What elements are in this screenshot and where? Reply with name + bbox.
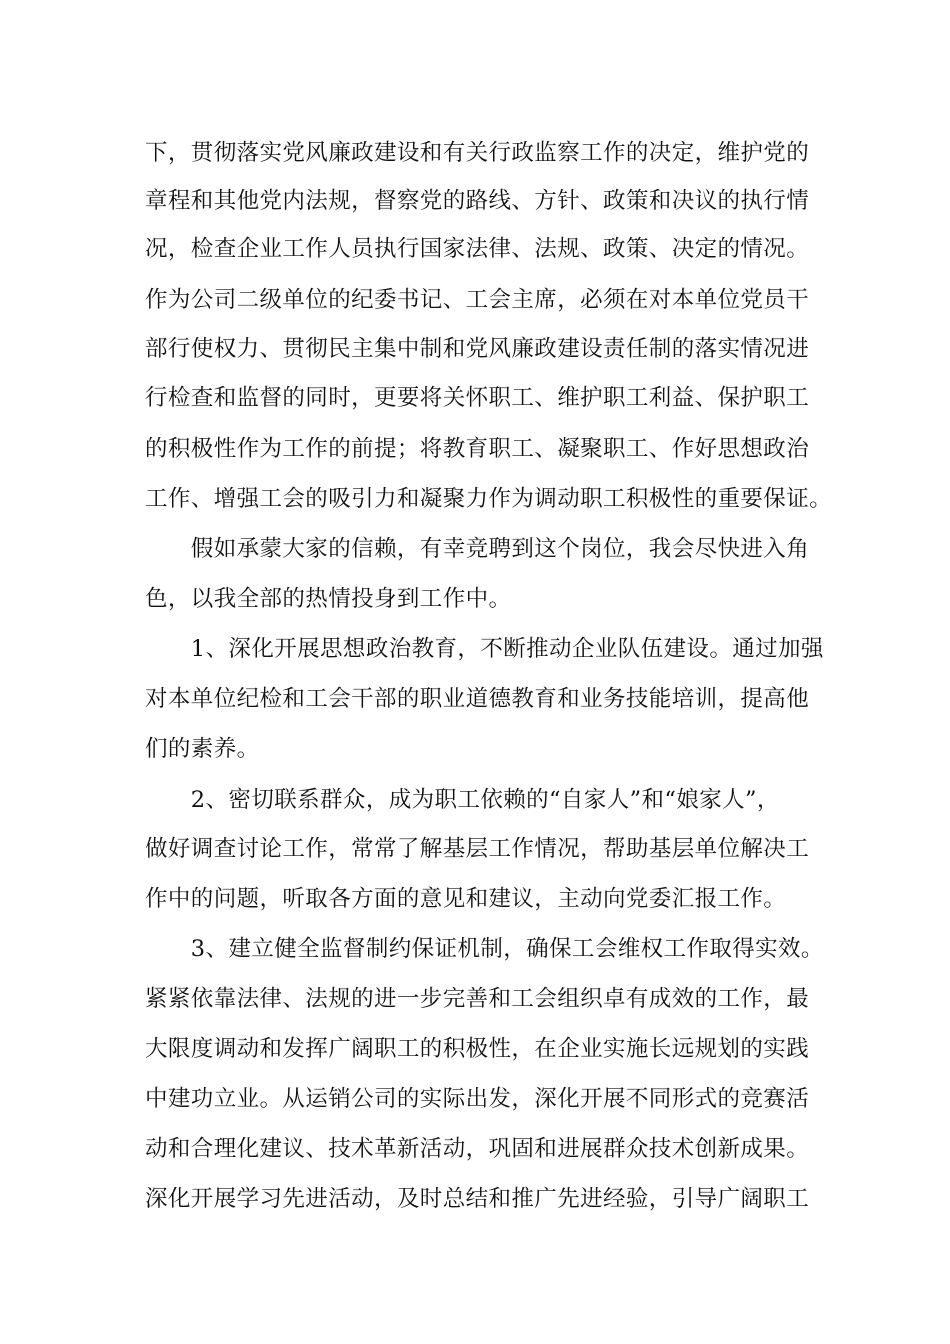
text-line: 章程和其他党内法规，督察党的路线、方针、政策和决议的执行情 <box>145 188 810 214</box>
text-line: 作中的问题，听取各方面的意见和建议，主动向党委汇报工作。 <box>145 886 787 912</box>
text-line: 动和合理化建议、技术革新活动，巩固和进展群众技术创新成果。 <box>145 1136 810 1162</box>
text-line: 3、建立健全监督制约保证机制，确保工会维权工作取得实效。 <box>145 936 824 962</box>
text-line: 假如承蒙大家的信赖，有幸竞聘到这个岗位，我会尽快进入角 <box>145 536 810 562</box>
text-line: 深化开展学习先进活动，及时总结和推广先进经验，引导广阔职工 <box>145 1186 810 1212</box>
text-line: 况，检查企业工作人员执行国家法律、法规、政策、决定的情况。 <box>145 236 810 262</box>
text-line: 色，以我全部的热情投身到工作中。 <box>145 586 512 612</box>
text-line: 们的素养。 <box>145 736 260 762</box>
text-line: 的积极性作为工作的前提；将教育职工、凝聚职工、作好思想政治 <box>145 436 810 462</box>
text-line: 2、密切联系群众，成为职工依赖的“自家人”和“娘家人”， <box>145 787 780 813</box>
text-line: 对本单位纪检和工会干部的职业道德教育和业务技能培训，提高他 <box>145 686 810 712</box>
text-line: 1、深化开展思想政治教育，不断推动企业队伍建设。通过加强 <box>145 636 824 662</box>
text-line: 下，贯彻落实党风廉政建设和有关行政监察工作的决定，维护党的 <box>145 140 810 166</box>
text-line: 作为公司二级单位的纪委书记、工会主席，必须在对本单位党员干 <box>145 287 810 313</box>
text-line: 做好调查讨论工作，常常了解基层工作情况，帮助基层单位解决工 <box>145 836 810 862</box>
text-line: 部行使权力、贯彻民主集中制和党风廉政建设责任制的落实情况进 <box>145 336 810 362</box>
text-line: 工作、增强工会的吸引力和凝聚力作为调动职工积极性的重要保证。 <box>145 486 833 512</box>
text-line: 大限度调动和发挥广阔职工的积极性，在企业实施长远规划的实践 <box>145 1036 810 1062</box>
text-line: 中建功立业。从运销公司的实际出发，深化开展不同形式的竞赛活 <box>145 1086 810 1112</box>
text-line: 紧紧依靠法律、法规的进一步完善和工会组织卓有成效的工作，最 <box>145 986 810 1012</box>
text-line: 行检查和监督的同时，更要将关怀职工、维护职工利益、保护职工 <box>145 385 810 411</box>
